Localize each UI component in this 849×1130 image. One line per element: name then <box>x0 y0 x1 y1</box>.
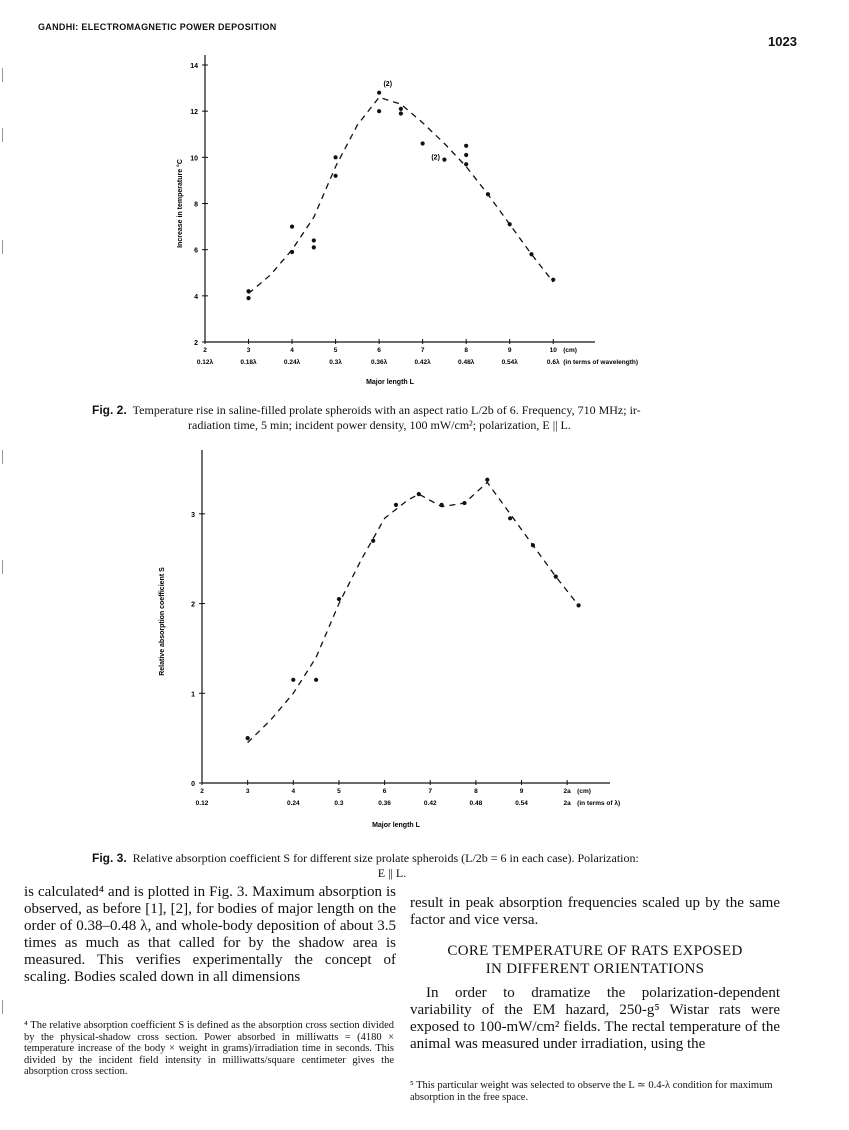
x-tick-label-top: 4 <box>291 788 296 795</box>
x-axis-label: Major length L <box>366 379 414 386</box>
data-point <box>531 543 535 547</box>
x-tick-label-top: 10 <box>549 347 557 354</box>
data-point <box>377 109 381 113</box>
x-unit-bottom: (in terms of λ) <box>577 800 621 807</box>
data-point <box>291 678 295 682</box>
left-paragraph: is calculated⁴ and is plotted in Fig. 3. Maximum absorption is observed, as before [1], [2], for bodies of major length on the order of 0.38–0.48 λ, and whole-body deposition of about 3.5 times as much as that called for by the shadow area is measured. This verifies experimentally the concept of scaling. Bodies scaled down in all dimensions <box>24 884 396 985</box>
fig2-caption-line2: radiation time, 5 min; incident power density, 100 mW/cm²; polarization, E || L. <box>188 418 571 432</box>
footnote-4: ⁴ The relative absorption coefficient S is defined as the absorption cross section divided by the physical-shadow cross section. Power absorbed in milliwatts = (4180 × temperature increase of the body × weight in grams)/irradiation time in seconds. This divided by the incident field intensity in milliwatts/square centimeter gives the absorption cross section. <box>24 1020 394 1077</box>
data-point <box>399 111 403 115</box>
y-tick-label: 2 <box>191 601 195 609</box>
data-point <box>464 153 468 157</box>
x-tick-label-top: 5 <box>337 788 341 795</box>
data-point <box>576 603 580 607</box>
x-tick-label-bottom: 0.36 <box>378 800 391 807</box>
x-tick-label-top: 2 <box>200 788 204 795</box>
data-point <box>290 250 294 254</box>
data-point <box>508 222 512 226</box>
fig3-caption-label: Fig. 3. <box>92 851 127 865</box>
x-tick-label-top: 5 <box>333 347 338 354</box>
x-unit-top: (cm) <box>563 347 577 354</box>
x-axis-label: Major length L <box>372 822 420 829</box>
fig3-caption-line1: Relative absorption coefficient S for different size prolate spheroids (L/2b = 6 in each case). Polarization: <box>132 851 639 865</box>
x-tick-label-top: 3 <box>246 347 251 354</box>
x-tick-label-top: 4 <box>290 347 294 354</box>
data-point <box>554 575 558 579</box>
x-tick-label-bottom: 0.36λ <box>370 359 388 366</box>
scan-mark <box>2 240 9 254</box>
data-point <box>290 224 294 228</box>
y-axis-label: Relative absorption coefficient S <box>159 567 166 676</box>
fig2-chart <box>160 55 660 400</box>
fig3-caption <box>92 851 752 881</box>
running-header: GANDHI: ELECTROMAGNETIC POWER DEPOSITION <box>38 22 277 32</box>
data-point <box>246 296 250 300</box>
scan-mark <box>2 560 9 574</box>
data-point <box>486 192 490 196</box>
data-point <box>417 492 421 496</box>
y-tick-label: 8 <box>194 201 198 209</box>
x-tick-label-top: 6 <box>382 788 387 795</box>
x-tick-label-bottom: 0.54 <box>515 800 528 807</box>
data-point <box>462 501 466 505</box>
scan-mark <box>2 1000 9 1014</box>
annotation-label: (2) <box>431 154 440 162</box>
x-tick-label-top: 3 <box>245 788 250 795</box>
x-tick-label-top: 8 <box>474 788 478 795</box>
scan-mark <box>2 450 9 464</box>
data-point <box>464 162 468 166</box>
data-point <box>421 141 425 145</box>
x-tick-label-bottom: 0.48λ <box>458 359 475 366</box>
fig2-caption-line1: Temperature rise in saline-filled prolate spheroids with an aspect ratio L/2b of 6. Frequency, 710 MHz; ir- <box>132 403 641 417</box>
x-tick-label-bottom: 0.6λ <box>546 359 560 366</box>
fig3-caption-line2: E || L. <box>377 866 407 880</box>
y-tick-label: 0 <box>191 781 195 788</box>
data-point <box>333 155 337 159</box>
x-unit-bottom: (in terms of wavelength) <box>563 359 639 366</box>
fig2-caption <box>92 403 752 433</box>
x-tick-label-bottom: 0.42λ <box>414 359 431 366</box>
y-tick-label: 12 <box>190 109 198 117</box>
y-axis-label: Increase in temperature °C <box>177 159 184 248</box>
data-point <box>440 503 444 507</box>
y-tick-label: 6 <box>194 247 198 255</box>
y-tick-label: 2 <box>194 340 198 347</box>
fit-curve-dashed <box>248 482 579 742</box>
data-point <box>314 678 318 682</box>
scan-mark <box>2 128 9 142</box>
data-point <box>464 144 468 148</box>
x-tick-label-bottom: 0.54λ <box>501 359 518 366</box>
data-point <box>394 503 398 507</box>
data-point <box>399 107 403 111</box>
x-unit-top: (cm) <box>577 788 591 795</box>
x-tick-label-top: 7 <box>420 347 425 354</box>
y-tick-label: 14 <box>190 63 198 70</box>
right-paragraph-1: result in peak absorption frequencies scaled up by the same factor and vice versa. <box>410 895 780 928</box>
section-heading <box>410 942 780 978</box>
page-number: 1023 <box>768 34 797 49</box>
x-tick-label-top: 7 <box>428 788 433 795</box>
right-paragraph-2: In order to dramatize the polarization-dependent variability of the EM hazard, 250-g⁵ Wistar rats were exposed to 100-mW/cm² fields. The rectal temperature of the animal was measured under irradiation, using the <box>410 985 780 1052</box>
fig2-caption-label: Fig. 2. <box>92 403 127 417</box>
x-tick-label-bottom: 0.48 <box>469 800 483 807</box>
data-point <box>337 597 341 601</box>
x-tick-label-bottom: 0.3 <box>334 800 344 807</box>
x-tick-label-top: 2a <box>563 788 571 795</box>
x-tick-label-top: 8 <box>464 347 468 354</box>
x-tick-label-top: 9 <box>507 347 512 354</box>
x-tick-label-bottom: 0.12λ <box>196 359 214 366</box>
data-point <box>529 252 533 256</box>
data-point <box>246 736 250 740</box>
section-heading-line2: IN DIFFERENT ORIENTATIONS <box>485 961 705 977</box>
y-tick-label: 4 <box>194 293 198 301</box>
fig3-chart <box>150 450 670 840</box>
data-point <box>312 245 316 249</box>
data-point <box>312 238 316 242</box>
annotation-label: (2) <box>383 80 393 88</box>
x-tick-label-bottom: 0.42 <box>423 800 437 807</box>
data-point <box>508 516 512 520</box>
scan-mark <box>2 68 9 82</box>
x-tick-label-top: 2 <box>203 347 207 354</box>
data-point <box>246 289 250 293</box>
data-point <box>485 478 489 482</box>
data-point <box>442 158 446 162</box>
data-point <box>371 539 375 543</box>
y-tick-label: 10 <box>190 155 198 163</box>
x-tick-label-bottom: 0.3λ <box>329 359 342 366</box>
x-tick-label-bottom: 0.18λ <box>240 359 257 366</box>
x-tick-label-bottom: 0.12 <box>195 800 209 807</box>
y-tick-label: 1 <box>191 691 195 699</box>
fit-curve-dashed <box>249 97 554 293</box>
data-point <box>551 278 555 282</box>
x-tick-label-top: 9 <box>519 788 524 795</box>
x-tick-label-top: 6 <box>377 347 381 354</box>
x-tick-label-bottom: 0.24λ <box>283 359 301 366</box>
data-point <box>333 174 337 178</box>
x-tick-label-bottom: 2a <box>563 800 571 807</box>
y-tick-label: 3 <box>191 511 195 519</box>
footnote-5: ⁵ This particular weight was selected to observe the L ≃ 0.4-λ condition for maximum absorption in the free space. <box>410 1080 773 1103</box>
x-tick-label-bottom: 0.24 <box>286 800 300 807</box>
section-heading-line1: CORE TEMPERATURE OF RATS EXPOSED <box>447 943 743 959</box>
data-point <box>377 91 381 95</box>
